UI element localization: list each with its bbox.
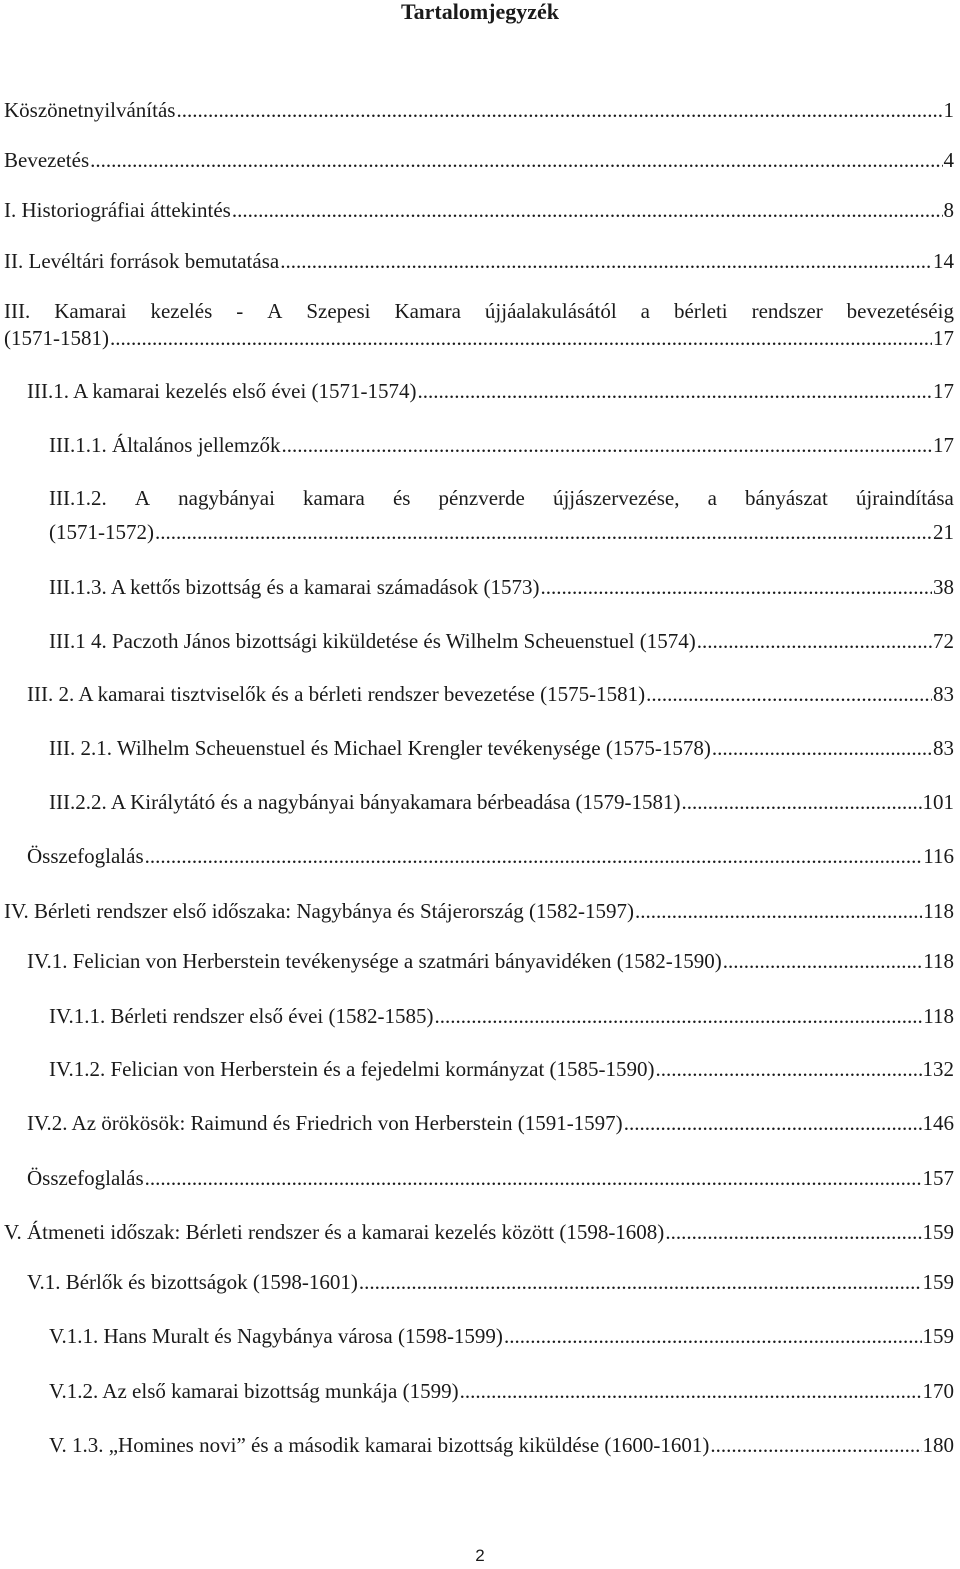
toc-entry-first-line: III.1.2. A nagybányai kamara és pénzverde újjászervezése, a bányászat újraindítása [49, 486, 954, 510]
leader-dots [232, 197, 943, 223]
leader-dots [435, 1003, 923, 1029]
toc-entry[interactable] [27, 378, 954, 404]
leader-dots [418, 378, 932, 404]
toc-entry-page: 118 [923, 1004, 954, 1028]
leader-dots [540, 574, 932, 600]
toc-entry-text: V. 1.3. „Homines novi” és a második kamarai bizottság kiküldése (1600-1601) [49, 1433, 710, 1457]
toc-entry-page: 8 [943, 198, 954, 222]
toc-entry-page: 157 [922, 1166, 954, 1190]
toc-entry-page: 170 [922, 1379, 954, 1403]
toc-title: Tartalomjegyzék [400, 0, 560, 24]
toc-entry-page: 21 [933, 520, 954, 544]
toc-entry[interactable] [4, 1219, 954, 1245]
toc-entry-page: 38 [933, 575, 954, 599]
toc-entry-page: 83 [933, 736, 954, 760]
toc-entry[interactable] [4, 97, 954, 123]
toc-entry-first-line: III. Kamarai kezelés - A Szepesi Kamara újjáalakulásától a bérleti rendszer bevezetéséig [4, 299, 954, 323]
toc-entry-page: 118 [923, 949, 954, 973]
toc-entry[interactable] [4, 197, 954, 223]
toc-entry-page: 83 [933, 682, 954, 706]
toc-entry-text: V.1.2. Az első kamarai bizottság munkája (1599) [49, 1379, 459, 1403]
leader-dots [712, 735, 932, 761]
toc-entry-page: 159 [922, 1220, 954, 1244]
toc-entry-page: 180 [922, 1433, 954, 1457]
leader-dots [280, 248, 932, 274]
leader-dots [665, 1219, 921, 1245]
leader-dots [697, 628, 932, 654]
toc-entry-text: III.1 4. Paczoth János bizottsági kiküldetése és Wilhelm Scheuenstuel (1574) [49, 629, 696, 653]
toc-entry[interactable] [27, 1165, 954, 1191]
leader-dots [155, 519, 932, 545]
toc-entry-text: I. Historiográfiai áttekintés [4, 198, 231, 222]
leader-dots [145, 843, 923, 869]
toc-entry-text: Összefoglalás [27, 844, 144, 868]
toc-entry[interactable] [49, 1323, 954, 1349]
toc-entry[interactable] [49, 1378, 954, 1404]
toc-entry-text: IV.1. Felician von Herberstein tevékenysége a szatmári bányavidéken (1582-1590) [27, 949, 722, 973]
leader-dots [646, 681, 932, 707]
toc-entry[interactable] [4, 325, 954, 351]
leader-dots [710, 1432, 921, 1458]
toc-entry[interactable] [49, 432, 954, 458]
toc-entry-page: 101 [922, 790, 954, 814]
toc-entry[interactable] [27, 1269, 954, 1295]
toc-entry-page: 116 [923, 844, 954, 868]
toc-entry[interactable] [27, 1110, 954, 1136]
toc-entry-page: 17 [933, 326, 954, 350]
toc-entry-text: IV. Bérleti rendszer első időszaka: Nagybánya és Stájerország (1582-1597) [4, 899, 634, 923]
leader-dots [359, 1269, 922, 1295]
toc-entry-text: (1571-1581) [4, 326, 109, 350]
leader-dots [624, 1110, 922, 1136]
toc-entry[interactable] [49, 574, 954, 600]
leader-dots [635, 898, 922, 924]
toc-entry-text: V.1. Bérlők és bizottságok (1598-1601) [27, 1270, 358, 1294]
leader-dots [176, 97, 942, 123]
toc-entry-text: Bevezetés [4, 148, 90, 172]
toc-entry[interactable] [49, 628, 954, 654]
toc-entry-page: 159 [922, 1324, 954, 1348]
toc-entry[interactable] [49, 1056, 954, 1082]
toc-entry[interactable] [4, 248, 954, 274]
toc-entry[interactable] [49, 1432, 954, 1458]
toc-entry[interactable] [27, 681, 954, 707]
toc-entry-page: 132 [922, 1057, 954, 1081]
leader-dots [682, 789, 922, 815]
toc-entry[interactable] [49, 789, 954, 815]
toc-entry-text: III.1.3. A kettős bizottság és a kamarai számadások (1573) [49, 575, 540, 599]
toc-entry-page: 14 [933, 249, 954, 273]
toc-entry-text: IV.2. Az örökösök: Raimund és Friedrich von Herberstein (1591-1597) [27, 1111, 623, 1135]
toc-entry-text: II. Levéltári források bemutatása [4, 249, 280, 273]
toc-entry-page: 1 [943, 98, 954, 122]
toc-entry-page: 118 [923, 899, 954, 923]
toc-entry-page: 4 [943, 148, 954, 172]
leader-dots [90, 147, 942, 173]
toc-entry-page: 72 [933, 629, 954, 653]
toc-entry-page: 17 [933, 379, 954, 403]
leader-dots [110, 325, 932, 351]
toc-entry-text: V. Átmeneti időszak: Bérleti rendszer és a kamarai kezelés között (1598-1608) [4, 1220, 665, 1244]
toc-entry[interactable] [4, 147, 954, 173]
toc-entry-page: 146 [922, 1111, 954, 1135]
leader-dots [504, 1323, 922, 1349]
leader-dots [460, 1378, 922, 1404]
leader-dots [282, 432, 932, 458]
toc-entry-text: III.1.1. Általános jellemzők [49, 433, 281, 457]
toc-entry[interactable] [49, 1003, 954, 1029]
toc-entry-text: III.1. A kamarai kezelés első évei (1571-1574) [27, 379, 417, 403]
toc-entry-text: Összefoglalás [27, 1166, 144, 1190]
toc-entry-text: III. 2. A kamarai tisztviselők és a bérleti rendszer bevezetése (1575-1581) [27, 682, 646, 706]
toc-entry-text: IV.1.1. Bérleti rendszer első évei (1582-1585) [49, 1004, 434, 1028]
toc-entry-text: V.1.1. Hans Muralt és Nagybánya városa (1598-1599) [49, 1324, 503, 1348]
toc-entry-text: Köszönetnyilvánítás [4, 98, 176, 122]
toc-entry-text: (1571-1572) [49, 520, 154, 544]
leader-dots [723, 948, 923, 974]
toc-entry-text: III. 2.1. Wilhelm Scheuenstuel és Michael Krengler tevékenysége (1575-1578) [49, 736, 711, 760]
toc-entry[interactable] [4, 898, 954, 924]
toc-entry-text: III.2.2. A Királytátó és a nagybányai bányakamara bérbeadása (1579-1581) [49, 790, 681, 814]
toc-entry-page: 159 [922, 1270, 954, 1294]
toc-entry[interactable] [27, 948, 954, 974]
leader-dots [145, 1165, 922, 1191]
page-number: 2 [475, 1546, 485, 1565]
toc-entry-page: 17 [933, 433, 954, 457]
leader-dots [656, 1056, 922, 1082]
toc-entry[interactable] [27, 843, 954, 869]
toc-entry[interactable] [49, 519, 954, 545]
toc-entry-text: IV.1.2. Felician von Herberstein és a fejedelmi kormányzat (1585-1590) [49, 1057, 655, 1081]
toc-entry[interactable] [49, 735, 954, 761]
